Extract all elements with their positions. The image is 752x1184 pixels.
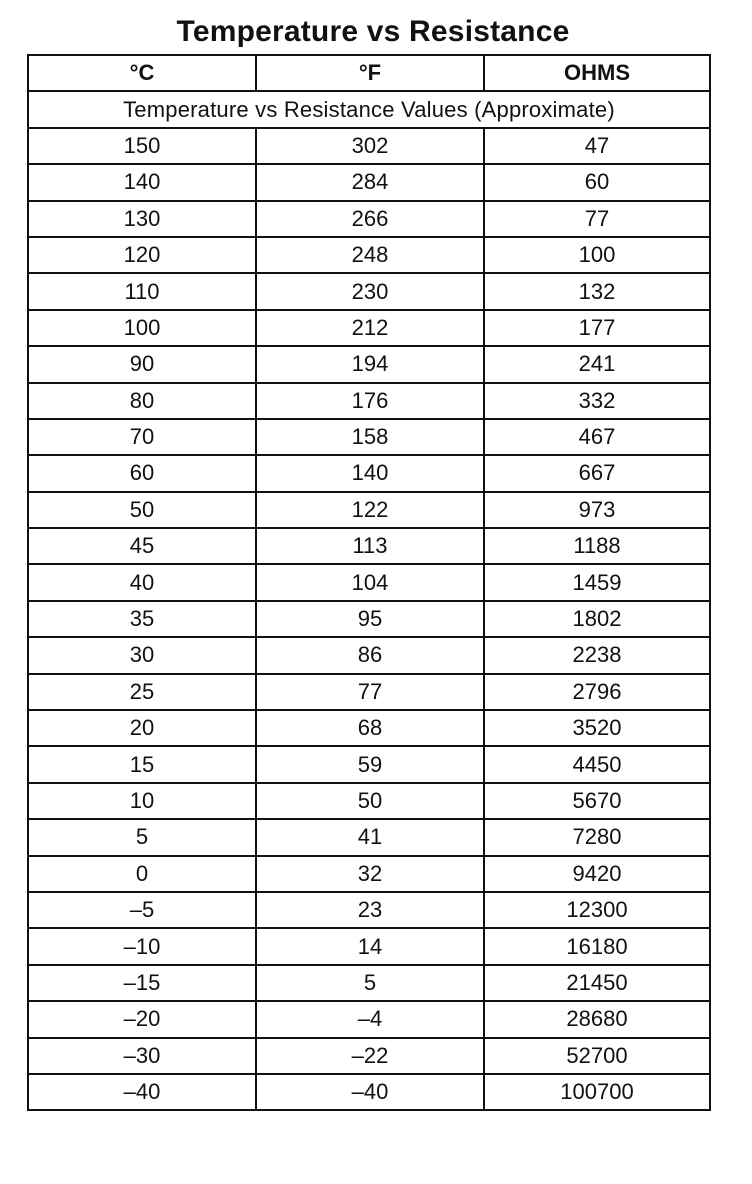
celsius-cell: 70	[28, 419, 256, 455]
table-row	[28, 346, 710, 382]
celsius-cell: 20	[28, 710, 256, 746]
subtitle-row	[28, 91, 710, 127]
ohms-cell: 667	[484, 455, 710, 491]
table-row	[28, 419, 710, 455]
celsius-cell: 30	[28, 637, 256, 673]
table-row	[28, 819, 710, 855]
table-row	[28, 1001, 710, 1037]
celsius-cell: 140	[28, 164, 256, 200]
fahrenheit-cell: 122	[256, 492, 484, 528]
ohms-cell: 467	[484, 419, 710, 455]
table-row	[28, 383, 710, 419]
ohms-cell: 2796	[484, 674, 710, 710]
table-row	[28, 237, 710, 273]
table-row	[28, 637, 710, 673]
table-row	[28, 128, 710, 164]
ohms-cell: 241	[484, 346, 710, 382]
table-row	[28, 1038, 710, 1074]
ohms-cell: 28680	[484, 1001, 710, 1037]
celsius-cell: 130	[28, 201, 256, 237]
fahrenheit-cell: –22	[256, 1038, 484, 1074]
fahrenheit-cell: 113	[256, 528, 484, 564]
celsius-cell: 80	[28, 383, 256, 419]
fahrenheit-cell: 41	[256, 819, 484, 855]
fahrenheit-cell: 14	[256, 928, 484, 964]
ohms-cell: 100	[484, 237, 710, 273]
celsius-cell: 40	[28, 564, 256, 600]
table-row	[28, 564, 710, 600]
fahrenheit-cell: 194	[256, 346, 484, 382]
celsius-cell: –30	[28, 1038, 256, 1074]
fahrenheit-cell: 176	[256, 383, 484, 419]
fahrenheit-cell: 77	[256, 674, 484, 710]
table-row	[28, 892, 710, 928]
ohms-cell: 1459	[484, 564, 710, 600]
table-row	[28, 528, 710, 564]
celsius-cell: 100	[28, 310, 256, 346]
table-row	[28, 783, 710, 819]
table-row	[28, 965, 710, 1001]
celsius-cell: 60	[28, 455, 256, 491]
fahrenheit-cell: 23	[256, 892, 484, 928]
table-row	[28, 710, 710, 746]
table-row	[28, 310, 710, 346]
table-subtitle: Temperature vs Resistance Values (Approximate)	[28, 91, 710, 127]
ohms-cell: 77	[484, 201, 710, 237]
fahrenheit-cell: 230	[256, 273, 484, 309]
table-row	[28, 201, 710, 237]
table-row	[28, 455, 710, 491]
ohms-cell: 3520	[484, 710, 710, 746]
celsius-cell: –5	[28, 892, 256, 928]
header-celsius: °C	[28, 55, 256, 91]
page-title: Temperature vs Resistance	[176, 15, 570, 48]
celsius-cell: –40	[28, 1074, 256, 1110]
ohms-cell: 973	[484, 492, 710, 528]
celsius-cell: –10	[28, 928, 256, 964]
ohms-cell: 16180	[484, 928, 710, 964]
table-row	[28, 674, 710, 710]
fahrenheit-cell: 266	[256, 201, 484, 237]
ohms-cell: 60	[484, 164, 710, 200]
table-row	[28, 601, 710, 637]
celsius-cell: 0	[28, 856, 256, 892]
celsius-cell: 15	[28, 746, 256, 782]
ohms-cell: 1802	[484, 601, 710, 637]
celsius-cell: 50	[28, 492, 256, 528]
ohms-cell: 4450	[484, 746, 710, 782]
header-fahrenheit: °F	[256, 55, 484, 91]
table-row	[28, 928, 710, 964]
fahrenheit-cell: 248	[256, 237, 484, 273]
table-row	[28, 492, 710, 528]
table-row	[28, 273, 710, 309]
ohms-cell: 47	[484, 128, 710, 164]
ohms-cell: 177	[484, 310, 710, 346]
ohms-cell: 332	[484, 383, 710, 419]
fahrenheit-cell: 104	[256, 564, 484, 600]
ohms-cell: 9420	[484, 856, 710, 892]
header-row	[28, 55, 710, 91]
fahrenheit-cell: 284	[256, 164, 484, 200]
fahrenheit-cell: –40	[256, 1074, 484, 1110]
table-row	[28, 1074, 710, 1110]
table-row	[28, 856, 710, 892]
table-row	[28, 164, 710, 200]
celsius-cell: 25	[28, 674, 256, 710]
celsius-cell: –20	[28, 1001, 256, 1037]
celsius-cell: 150	[28, 128, 256, 164]
fahrenheit-cell: 140	[256, 455, 484, 491]
celsius-cell: –15	[28, 965, 256, 1001]
fahrenheit-cell: 302	[256, 128, 484, 164]
celsius-cell: 10	[28, 783, 256, 819]
celsius-cell: 120	[28, 237, 256, 273]
ohms-cell: 132	[484, 273, 710, 309]
ohms-cell: 2238	[484, 637, 710, 673]
table-row	[28, 746, 710, 782]
celsius-cell: 45	[28, 528, 256, 564]
fahrenheit-cell: 50	[256, 783, 484, 819]
ohms-cell: 5670	[484, 783, 710, 819]
celsius-cell: 110	[28, 273, 256, 309]
table-header	[28, 55, 710, 91]
ohms-cell: 1188	[484, 528, 710, 564]
fahrenheit-cell: 32	[256, 856, 484, 892]
fahrenheit-cell: 59	[256, 746, 484, 782]
ohms-cell: 21450	[484, 965, 710, 1001]
ohms-cell: 12300	[484, 892, 710, 928]
fahrenheit-cell: 158	[256, 419, 484, 455]
fahrenheit-cell: –4	[256, 1001, 484, 1037]
ohms-cell: 100700	[484, 1074, 710, 1110]
celsius-cell: 35	[28, 601, 256, 637]
table-body	[28, 91, 710, 1110]
fahrenheit-cell: 86	[256, 637, 484, 673]
header-ohms: OHMS	[484, 55, 710, 91]
fahrenheit-cell: 95	[256, 601, 484, 637]
celsius-cell: 90	[28, 346, 256, 382]
fahrenheit-cell: 5	[256, 965, 484, 1001]
ohms-cell: 7280	[484, 819, 710, 855]
ohms-cell: 52700	[484, 1038, 710, 1074]
celsius-cell: 5	[28, 819, 256, 855]
temperature-resistance-table	[27, 54, 711, 1111]
fahrenheit-cell: 212	[256, 310, 484, 346]
fahrenheit-cell: 68	[256, 710, 484, 746]
